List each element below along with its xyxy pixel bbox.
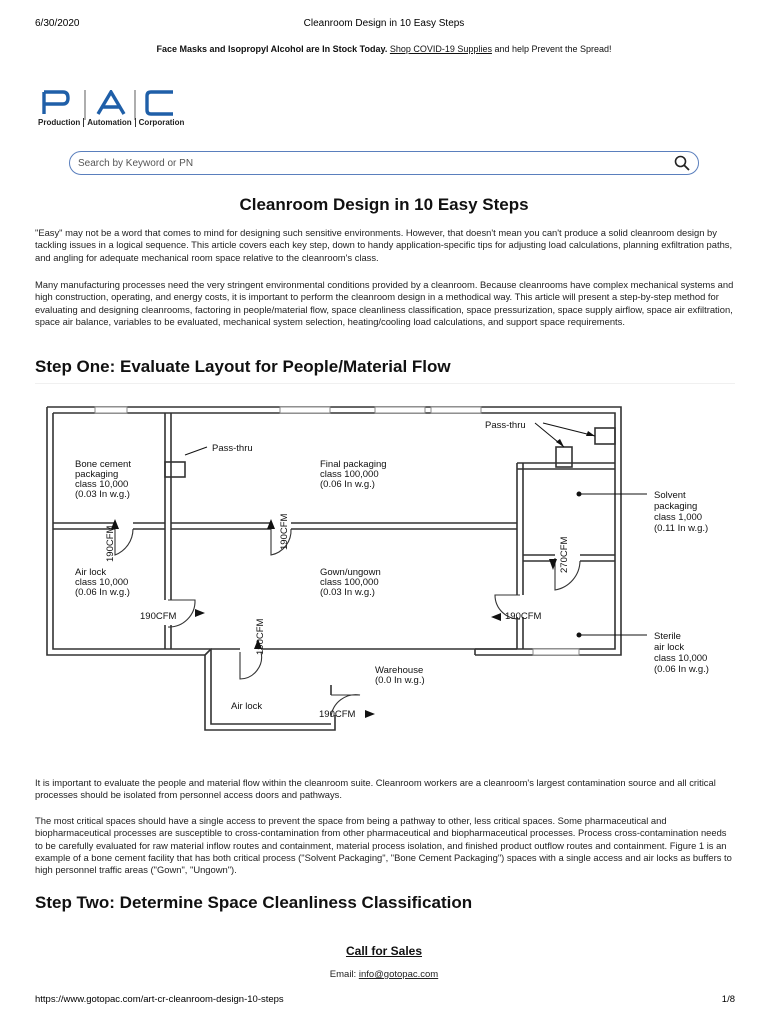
- fp-sterile-4: (0.06 In w.g.): [654, 664, 709, 675]
- fp-bone-cement-4: (0.03 In w.g.): [75, 489, 130, 500]
- promo-suffix: and help Prevent the Spread!: [491, 44, 612, 54]
- fp-warehouse-1: Warehouse: [375, 665, 424, 676]
- email-label: Email:: [329, 969, 359, 980]
- fp-cfm-door-bone: 190CFM: [105, 525, 116, 562]
- fp-cfm-door-solvent: 270CFM: [559, 536, 570, 573]
- search-bar: [69, 151, 699, 175]
- fp-cfm-door-warehouse: 190CFM: [319, 709, 356, 720]
- search-icon[interactable]: [674, 155, 690, 171]
- intro-paragraph-1: "Easy" may not be a word that comes to mind for designing such sensitive environments. However, that doesn't mean you can't produce a solid cleanroom design by tackling issues in a logical sequence. This article covers each key step, down to handy application-specific tips for adjusting load calculations, planning exfiltration paths, and angling for adequate mechanical room space relative to the cleanroom's class.: [35, 227, 733, 263]
- fp-sterile-3: class 10,000: [654, 653, 708, 664]
- search-input[interactable]: [78, 155, 658, 171]
- fp-pass-thru-2: Pass-thru: [485, 420, 526, 431]
- fp-solvent-3: class 1,000: [654, 512, 703, 523]
- pac-logo-mark: [35, 90, 195, 120]
- fp-sterile-1: Sterile: [654, 631, 681, 642]
- fp-pass-thru-1: Pass-thru: [212, 443, 253, 454]
- intro-paragraph-2: Many manufacturing processes need the very stringent environmental conditions provided by a cleanroom. Because cleanrooms have complex mechanical systems and high construction, operating, and energy costs, it is important to perform the cleanroom design in a methodical way. This article will present a step-by-step method for evaluating and designing cleanrooms, factoring in people/material flow, space cleanliness classification, space pressurization, space supply airflow, space air exfiltration, space air balance, variables to be evaluated, mechanical system selection, heating/cooling load calculations, and support space requirements.: [35, 279, 734, 327]
- fp-final-packaging-2: class 100,000: [320, 469, 379, 480]
- divider: [35, 383, 735, 384]
- fp-gown-3: (0.03 In w.g.): [320, 587, 375, 598]
- print-header: [0, 18, 768, 32]
- fp-bone-cement-3: class 10,000: [75, 479, 129, 490]
- print-date: 6/30/2020: [35, 18, 80, 29]
- call-for-sales-link[interactable]: Call for Sales: [345, 944, 423, 958]
- step-one-heading: Step One: Evaluate Layout for People/Material Flow: [35, 357, 451, 376]
- email-line: [0, 969, 768, 980]
- email-link[interactable]: info@gotopac.com: [358, 969, 439, 980]
- fp-air-lock-1-3: (0.06 In w.g.): [75, 587, 130, 598]
- fp-bone-cement-2: packaging: [75, 469, 119, 480]
- logo-word-automation: Automation: [83, 118, 134, 127]
- fp-cfm-door-airlock: 190CFM: [140, 611, 177, 622]
- article-title: Cleanroom Design in 10 Easy Steps: [239, 195, 529, 214]
- fp-solvent-4: (0.11 In w.g.): [654, 523, 709, 534]
- pac-logo[interactable]: [35, 90, 195, 135]
- logo-wordmark: [35, 118, 187, 127]
- fp-final-packaging-3: (0.06 In w.g.): [320, 479, 375, 490]
- fp-bone-cement-1: Bone cement: [75, 459, 131, 470]
- fp-air-lock-2: Air lock: [231, 701, 263, 712]
- cleanroom-floorplan-figure: [35, 395, 735, 735]
- shop-covid-supplies-link[interactable]: Shop COVID-19 Supplies: [389, 44, 492, 54]
- step-one-paragraph-1: It is important to evaluate the people and material flow within the cleanroom suite. Cleanroom workers are a cleanroom's largest contamination source and all critical processes should be isolated from personnel access doors and pathways.: [35, 777, 716, 801]
- fp-solvent-2: packaging: [654, 501, 698, 512]
- fp-final-packaging-1: Final packaging: [320, 459, 387, 470]
- fp-air-lock-1-1: Air lock: [75, 567, 107, 578]
- print-url: https://www.gotopac.com/art-cr-cleanroom-design-10-steps: [35, 994, 284, 1005]
- print-title: Cleanroom Design in 10 Easy Steps: [303, 18, 465, 29]
- promo-banner: [0, 44, 768, 54]
- step-two-heading: Step Two: Determine Space Cleanliness Classification: [35, 893, 473, 912]
- step-one-paragraph-2: The most critical spaces should have a single access to prevent the space from being a pathway to other, less critical spaces. Some pharmaceutical and biopharmaceutical processes are susceptible to cross-contamination from other pharmaceutical and biopharmaceutical processes. Process cross-contamination needs to be carefully evaluated for raw material inflow routes and containment, material process isolation, and finished product outflow routes and containment. Figure 1 is an example of a bone cement facility that has both critical process ("Solvent Packaging", "Bone Cement Packaging") spaces with a single access and air locks as buffers to high personnel traffic areas ("Gown", "Ungown").: [35, 815, 732, 876]
- logo-word-corporation: Corporation: [135, 118, 188, 127]
- fp-gown-1: Gown/ungown: [320, 567, 381, 578]
- call-for-sales: [0, 944, 768, 958]
- fp-warehouse-2: (0.0 In w.g.): [375, 675, 425, 686]
- print-page-number: 1/8: [721, 994, 735, 1005]
- fp-gown-2: class 100,000: [320, 577, 379, 588]
- fp-sterile-2: air lock: [654, 642, 685, 653]
- promo-bold-text: Face Masks and Isopropyl Alcohol are In Stock Today: [156, 44, 385, 54]
- fp-solvent-1: Solvent: [654, 490, 686, 501]
- logo-word-production: Production: [38, 118, 81, 127]
- promo-period: .: [384, 44, 388, 54]
- fp-cfm-door-sterile: 190CFM: [505, 611, 542, 622]
- fp-cfm-door-final: 190CFM: [279, 513, 290, 550]
- fp-air-lock-1-2: class 10,000: [75, 577, 129, 588]
- fp-cfm-door-lower-airlock: 190CFM: [255, 618, 266, 655]
